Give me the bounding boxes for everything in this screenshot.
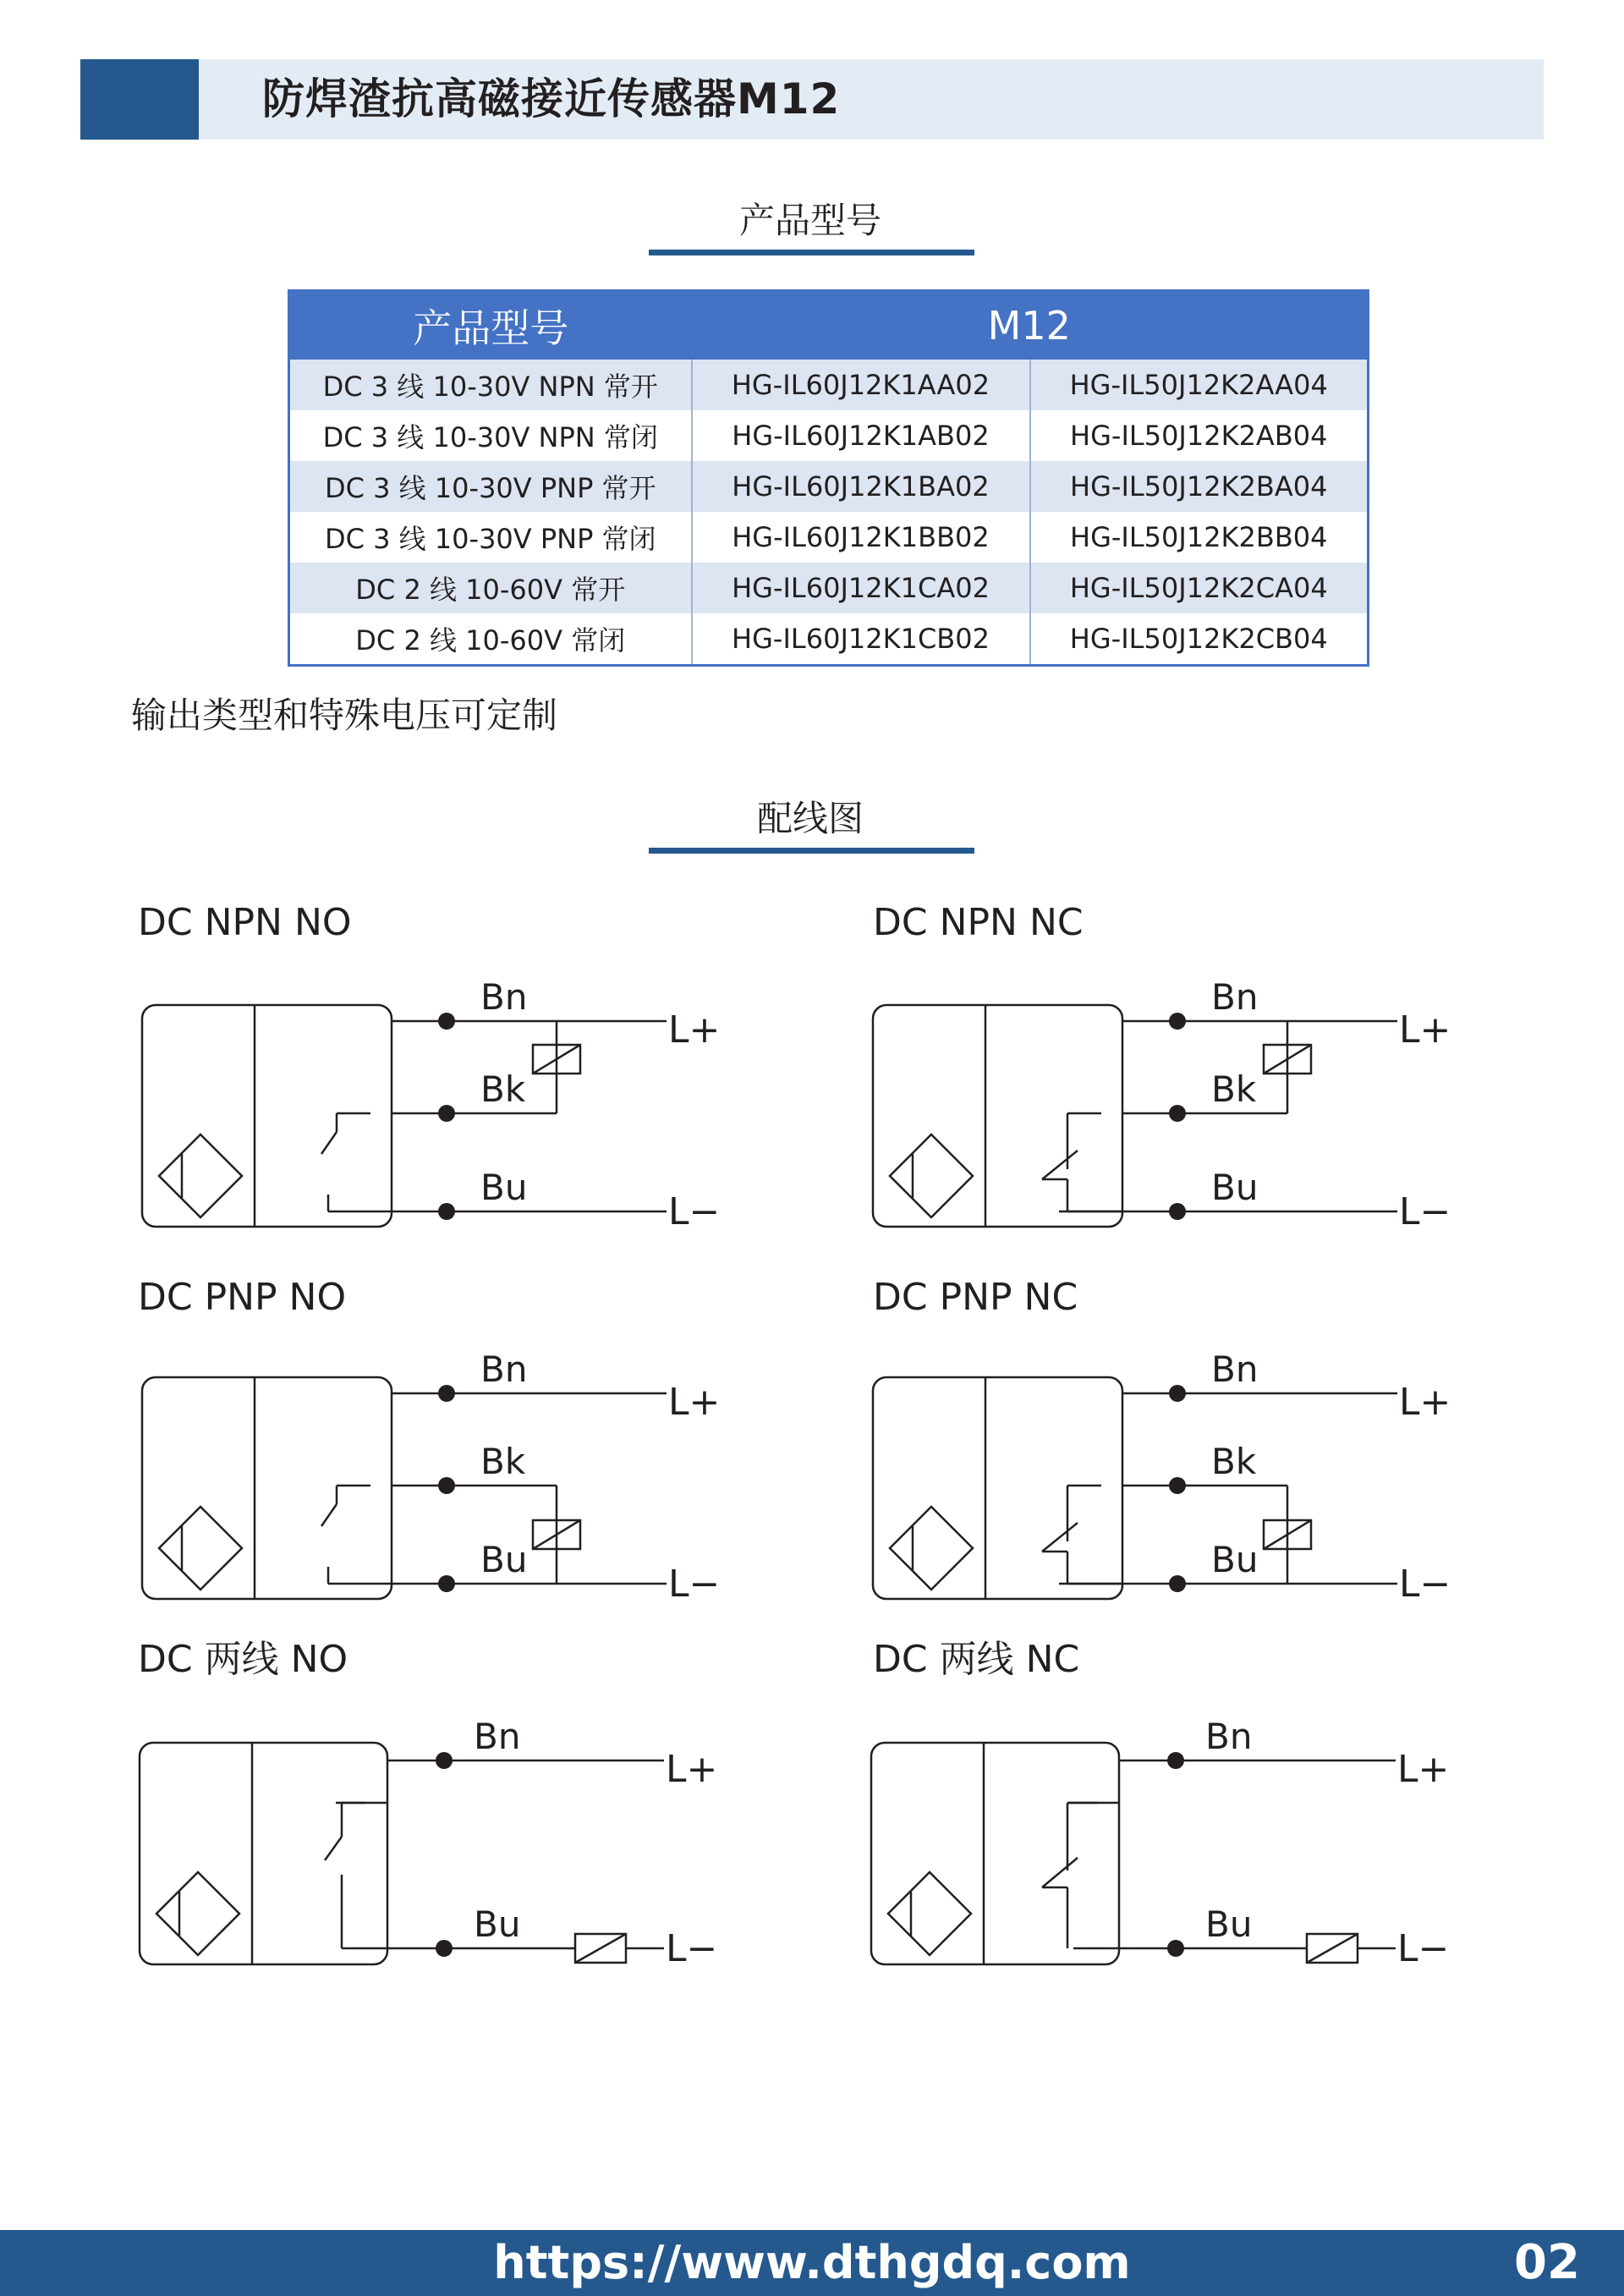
table-cell: DC 3 线 10-30V NPN 常开 (289, 360, 692, 410)
table-cell: HG-IL50J12K2AB04 (1030, 410, 1369, 461)
footer-url-link[interactable]: https://www.dthgdq.com (493, 2236, 1131, 2289)
sensor-body (871, 1743, 1119, 1964)
wire-label-bu: Bu (474, 1903, 521, 1945)
table-header-cell: M12 (692, 291, 1369, 360)
diagram-title-npn-nc: DC NPN NC (873, 901, 1084, 944)
diagram-title-2wire-no: DC 两线 NO (138, 1638, 348, 1681)
wire-label-bu: Bu (1211, 1167, 1259, 1208)
customization-note: 输出类型和特殊电压可定制 (131, 695, 558, 736)
table-cell: HG-IL50J12K2AA04 (1030, 360, 1369, 410)
sensor-body (873, 1377, 1122, 1599)
supply-label-positive: L+ (668, 1008, 721, 1052)
relay-coil-diagonal (1307, 1934, 1358, 1963)
sensing-face-icon (156, 1872, 239, 1955)
wire-label-bu: Bu (1211, 1539, 1259, 1580)
supply-label-negative: L− (1397, 1927, 1450, 1970)
wire-label-bk: Bk (480, 1068, 526, 1110)
sensor-body (142, 1005, 392, 1227)
table-cell: HG-IL50J12K2BA04 (1030, 461, 1369, 512)
sensor-body (873, 1005, 1122, 1227)
sensing-face-icon (159, 1134, 242, 1217)
wire-label-bn: Bn (474, 1716, 521, 1757)
section-title-models: 产品型号 (738, 200, 881, 241)
table-cell: DC 2 线 10-60V 常闭 (355, 624, 626, 656)
diagram-title-pnp-no: DC PNP NO (138, 1276, 347, 1319)
page-number: 02 (1514, 2235, 1580, 2290)
wire-label-bu: Bu (480, 1539, 528, 1580)
wire-label-bk: Bk (1211, 1441, 1257, 1482)
wire-label-bk: Bk (480, 1441, 526, 1482)
table-header-cell: 产品型号 (289, 291, 692, 360)
relay-coil-diagonal (575, 1934, 626, 1963)
switch-contact-icon (325, 1837, 342, 1860)
sensing-face-icon (890, 1134, 973, 1217)
switch-contact-icon (1042, 1523, 1078, 1552)
section-title-wiring: 配线图 (756, 798, 864, 839)
supply-label-positive: L+ (666, 1748, 718, 1791)
sensor-body (140, 1743, 387, 1964)
switch-contact-icon (321, 1504, 337, 1526)
table-cell: HG-IL50J12K2CB04 (1030, 613, 1369, 666)
sensor-body (142, 1377, 392, 1599)
table-cell: HG-IL60J12K1AA02 (692, 360, 1030, 410)
page-title: 防焊渣抗高磁接近传感器M12 (262, 74, 841, 124)
supply-label-positive: L+ (1397, 1748, 1450, 1791)
table-cell: HG-IL50J12K2BB04 (1030, 512, 1369, 563)
diagram-title-pnp-nc: DC PNP NC (873, 1276, 1078, 1319)
supply-label-negative: L− (1399, 1563, 1451, 1606)
supply-label-negative: L− (668, 1563, 721, 1606)
wire-label-bn: Bn (1211, 976, 1259, 1018)
table-cell: HG-IL50J12K2CA04 (1030, 563, 1369, 613)
switch-contact-icon (1042, 1858, 1078, 1887)
diagram-title-npn-no: DC NPN NO (138, 901, 352, 944)
wire-label-bk: Bk (1211, 1068, 1257, 1110)
wire-label-bu: Bu (1205, 1903, 1253, 1945)
sensing-face-icon (888, 1872, 971, 1955)
wire-label-bu: Bu (480, 1167, 528, 1208)
wire-label-bn: Bn (480, 976, 528, 1018)
wire-label-bn: Bn (1205, 1716, 1253, 1757)
table-cell: DC 2 线 10-60V 常开 (289, 563, 692, 613)
supply-label-negative: L− (1399, 1190, 1451, 1233)
wire-label-bn: Bn (480, 1348, 528, 1390)
supply-label-positive: L+ (668, 1381, 721, 1424)
table-cell: DC 3 线 10-30V PNP 常开 (289, 461, 692, 512)
table-cell: HG-IL60J12K1AB02 (692, 410, 1030, 461)
supply-label-positive: L+ (1399, 1381, 1451, 1424)
diagram-title-2wire-nc: DC 两线 NC (873, 1638, 1080, 1681)
table-cell: HG-IL60J12K1CA02 (692, 563, 1030, 613)
wire-label-bn: Bn (1211, 1348, 1259, 1390)
supply-label-negative: L− (668, 1190, 721, 1233)
supply-label-positive: L+ (1399, 1008, 1451, 1052)
switch-contact-icon (321, 1132, 337, 1154)
table-cell: HG-IL60J12K1CB02 (692, 613, 1030, 666)
supply-label-negative: L− (666, 1927, 718, 1970)
table-cell: HG-IL60J12K1BA02 (692, 461, 1030, 512)
sensing-face-icon (159, 1507, 242, 1590)
table-cell: HG-IL60J12K1BB02 (692, 512, 1030, 563)
table-cell: DC 3 线 10-30V PNP 常闭 (324, 523, 656, 555)
sensing-face-icon (890, 1507, 973, 1590)
table-cell: DC 3 线 10-30V NPN 常闭 (322, 421, 658, 453)
switch-contact-icon (1042, 1151, 1078, 1179)
